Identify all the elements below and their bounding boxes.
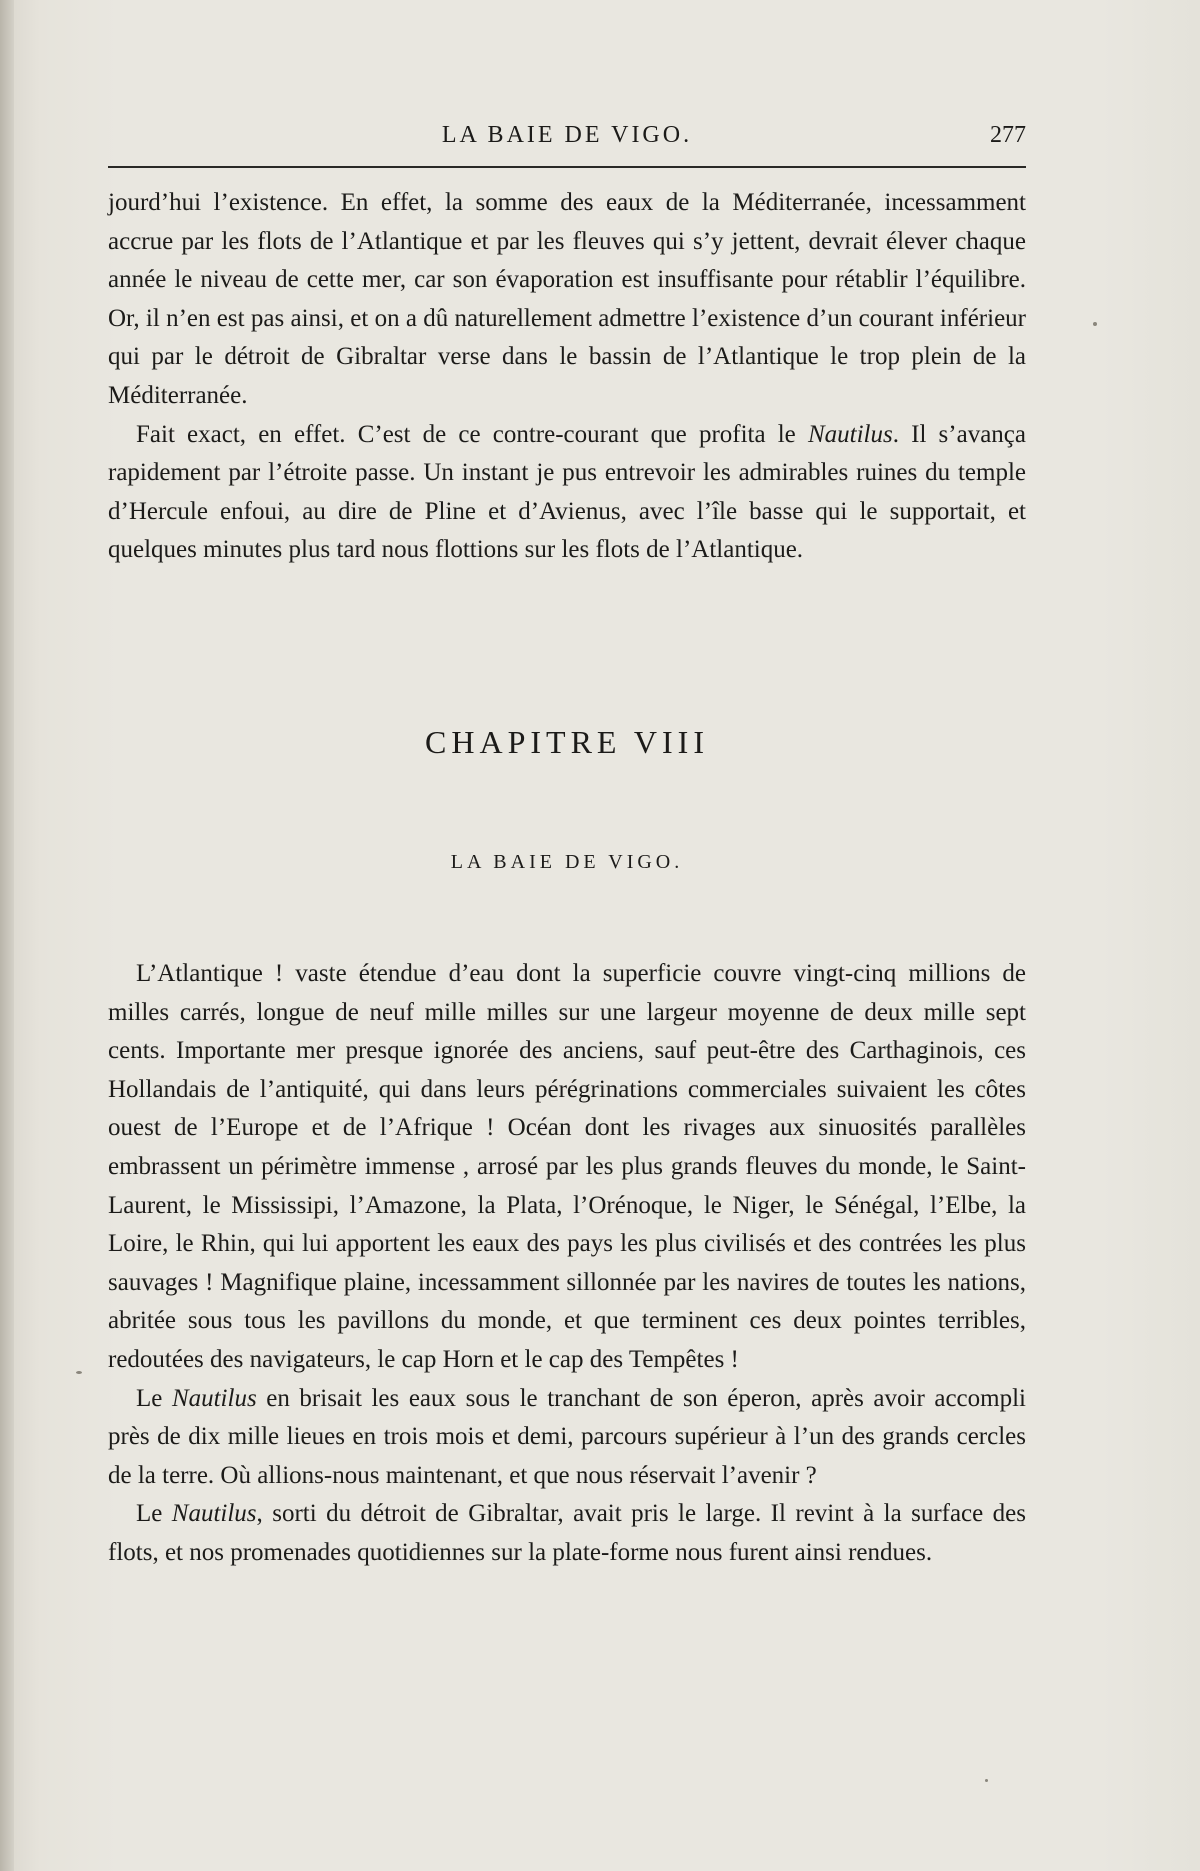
text-block-bottom xyxy=(108,955,1026,1573)
page-number: 277 xyxy=(990,122,1026,148)
text-block-top xyxy=(108,184,1026,570)
header-rule xyxy=(108,166,1026,168)
ship-name: Nautilus xyxy=(171,1384,257,1412)
chapter-subtitle: LA BAIE DE VIGO. xyxy=(450,851,684,873)
paper-speck xyxy=(76,1371,82,1374)
running-head: LA BAIE DE VIGO. xyxy=(441,122,693,148)
paragraph: jourd’hui l’existence. En effet, la somme des eaux de la Méditerranée, incessamment accrue par les flots de l’Atlantique et par les fleuves qui s’y jettent, devrait élever chaque année le niveau de cette mer, car son évaporation est insuffisante pour rétablir l’équilibre. Or, il n’en est pas ainsi, et on a dû naturellement admettre l’existence d’un courant inférieur qui par le détroit de Gibraltar verse dans le bassin de l’Atlantique le trop plein de la Méditerranée. xyxy=(108,189,1026,409)
paragraph: Le Nautilus en brisait les eaux sous le tranchant de son éperon, après avoir accompli près de dix mille lieues en trois mois et demi, parcours supérieur à l’un des grands cercles de la terre. Où allions-nous maintenant, et que nous réservait l’avenir ? xyxy=(108,1384,1026,1489)
page-binding-edge xyxy=(0,0,14,1871)
ship-name: Nautilus xyxy=(171,1500,257,1528)
ship-name: Nautilus xyxy=(807,420,893,448)
paper-speck xyxy=(985,1779,988,1782)
paragraph: Fait exact, en effet. C’est de ce contre-courant que profita le Nautilus. Il s’avança rapidement par l’étroite passe. Un instant je pus entrevoir les admirables ruines du temple d’Hercule enfoui, au dire de Pline et d’Avienus, avec l’île basse qui le supportait, et quelques minutes plus tard nous flottions sur les flots de l’Atlantique. xyxy=(108,420,1026,564)
paragraph: L’Atlantique ! vaste étendue d’eau dont la superficie couvre vingt-cinq millions de milles carrés, longue de neuf mille milles sur une largeur moyenne de deux mille sept cents. Importante mer presque ignorée des anciens, sauf peut-être des Carthaginois, ces Hollandais de l’antiquité, qui dans leurs pérégrinations commerciales suivaient les côtes ouest de l’Europe et de l’Afrique ! Océan dont les rivages aux sinuosités parallèles embrassent un périmètre immense , arrosé par les plus grands fleuves du monde, le Saint-Laurent, le Mississipi, l’Amazone, la Plata, l’Orénoque, le Niger, le Sénégal, l’Elbe, la Loire, le Rhin, qui lui apportent les eaux des pays les plus civilisés et des contrées les plus sauvages ! Magnifique plaine, incessamment sillonnée par les navires de toutes les nations, abritée sous tous les pavillons du monde, et que terminent ces deux pointes terribles, redoutées des navigateurs, le cap Horn et le cap des Tempêtes ! xyxy=(108,960,1026,1373)
chapter-title: CHAPITRE VIII xyxy=(425,724,709,760)
page-header xyxy=(108,118,1026,156)
paragraph: Le Nautilus, sorti du détroit de Gibraltar, avait pris le large. Il revint à la surface des flots, et nos promenades quotidiennes sur la plate-forme nous furent ainsi rendues. xyxy=(108,1500,1026,1566)
paper-speck xyxy=(1093,322,1097,326)
